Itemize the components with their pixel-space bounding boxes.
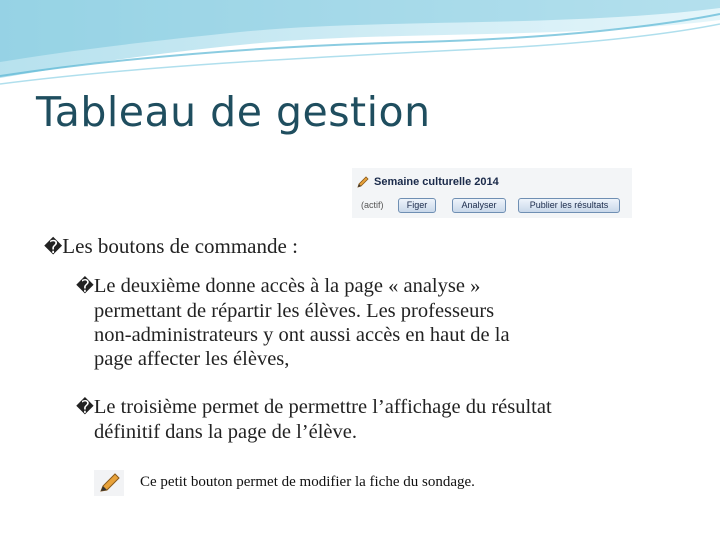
bullet-glyph: �: [76, 277, 94, 297]
sub-bullet-line: permettant de répartir les élèves. Les professeurs: [94, 300, 495, 322]
publish-results-button[interactable]: Publier les résultats: [518, 198, 620, 213]
analyze-button[interactable]: Analyser: [452, 198, 506, 213]
sub-bullet-line: non-administrateurs y ont aussi accès en haut de la: [94, 324, 510, 346]
sub-bullet-line: page affecter les élèves,: [94, 348, 290, 370]
freeze-button[interactable]: Figer: [398, 198, 436, 213]
note-text: Ce petit bouton permet de modifier la fiche du sondage.: [140, 474, 475, 490]
sub-bullet-line: définitif dans la page de l’élève.: [94, 421, 357, 443]
sub-bullet-line: Le troisième permet de permettre l’affichage du résultat: [93, 396, 552, 418]
survey-state: (actif): [361, 200, 384, 210]
pencil-icon[interactable]: [94, 470, 124, 496]
bullet-glyph: �: [76, 398, 94, 418]
bullet-glyph: �: [44, 237, 63, 258]
sub-bullet-publish: [76, 395, 696, 444]
pencil-icon[interactable]: [356, 175, 370, 189]
main-bullet-text: Les boutons de commande :: [62, 234, 298, 258]
survey-widget-screenshot: [352, 168, 632, 218]
survey-title: Semaine culturelle 2014: [374, 176, 499, 188]
slide-title: Tableau de gestion: [36, 88, 431, 136]
sub-bullet-analyse: [76, 274, 696, 371]
sub-bullet-line: Le deuxième donne accès à la page « analyse »: [93, 275, 481, 297]
header-wave-decoration: [0, 0, 720, 90]
main-bullet: [44, 234, 298, 259]
